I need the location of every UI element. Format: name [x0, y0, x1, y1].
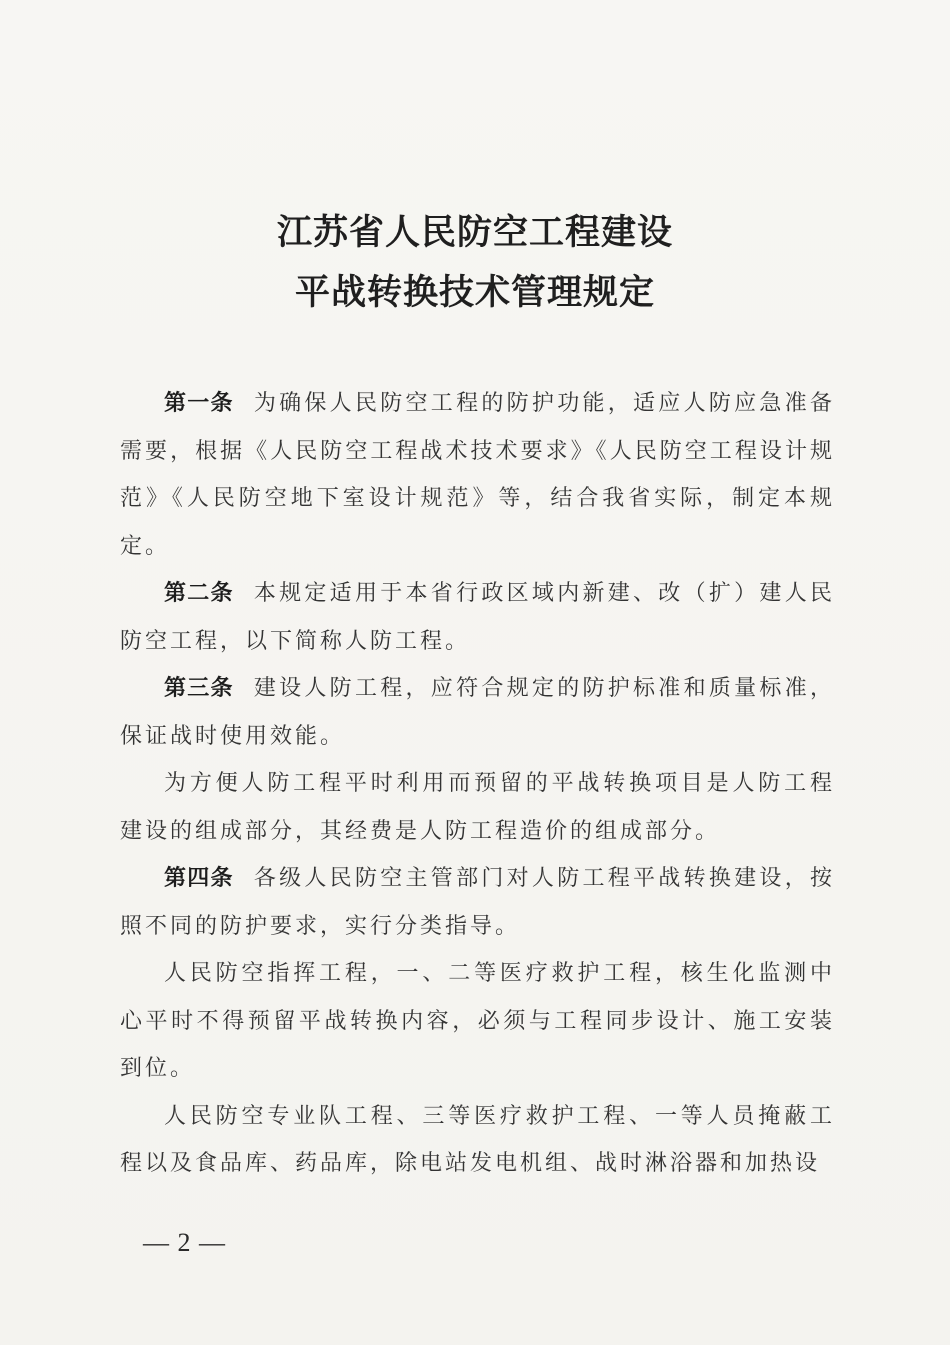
paragraph-text: 人民防空指挥工程，一、二等医疗救护工程，核生化监测中心平时不得预留平战转换内容，必须与工程同步设计、施工安装到位。 [120, 961, 835, 1081]
title-line-1: 江苏省人民防空工程建设 [276, 213, 673, 253]
paragraph-text: 为方便人防工程平时利用而预留的平战转换项目是人防工程建设的组成部分，其经费是人防工程造价的组成部分。 [120, 771, 835, 844]
paragraph-article-1 [120, 380, 835, 570]
paragraph-article-4-continued-1 [120, 950, 835, 1093]
paragraph-text: 各级人民防空主管部门对人防工程平战转换建设，按照不同的防护要求，实行分类指导。 [120, 866, 835, 939]
paragraph-article-3-continued [120, 760, 835, 855]
paragraph-text: 本规定适用于本省行政区域内新建、改（扩）建人民防空工程，以下简称人防工程。 [120, 581, 835, 654]
article-heading: 第四条 [164, 866, 234, 891]
title-line-2: 平战转换技术管理规定 [294, 273, 655, 313]
article-heading: 第三条 [164, 676, 234, 701]
article-heading: 第一条 [164, 391, 234, 416]
paragraph-text: 人民防空专业队工程、三等医疗救护工程、一等人员掩蔽工程以及食品库、药品库，除电站发电机组、战时淋浴器和加热设 [120, 1103, 835, 1176]
paragraph-text: 为确保人民防空工程的防护功能，适应人防应急准备需要，根据《人民防空工程战术技术要求》《人民防空工程设计规范》《人民防空地下室设计规范》等，结合我省实际，制定本规定。 [120, 391, 835, 559]
paragraph-text: 建设人防工程，应符合规定的防护标准和质量标准，保证战时使用效能。 [120, 676, 835, 749]
document-body [120, 380, 835, 1188]
article-heading: 第二条 [164, 581, 234, 606]
paragraph-article-3 [120, 665, 835, 760]
page-number: — 2 — [143, 1228, 226, 1257]
document-title [0, 203, 950, 323]
paragraph-article-4-continued-2 [120, 1093, 835, 1188]
paragraph-article-2 [120, 570, 835, 665]
paragraph-article-4 [120, 855, 835, 950]
